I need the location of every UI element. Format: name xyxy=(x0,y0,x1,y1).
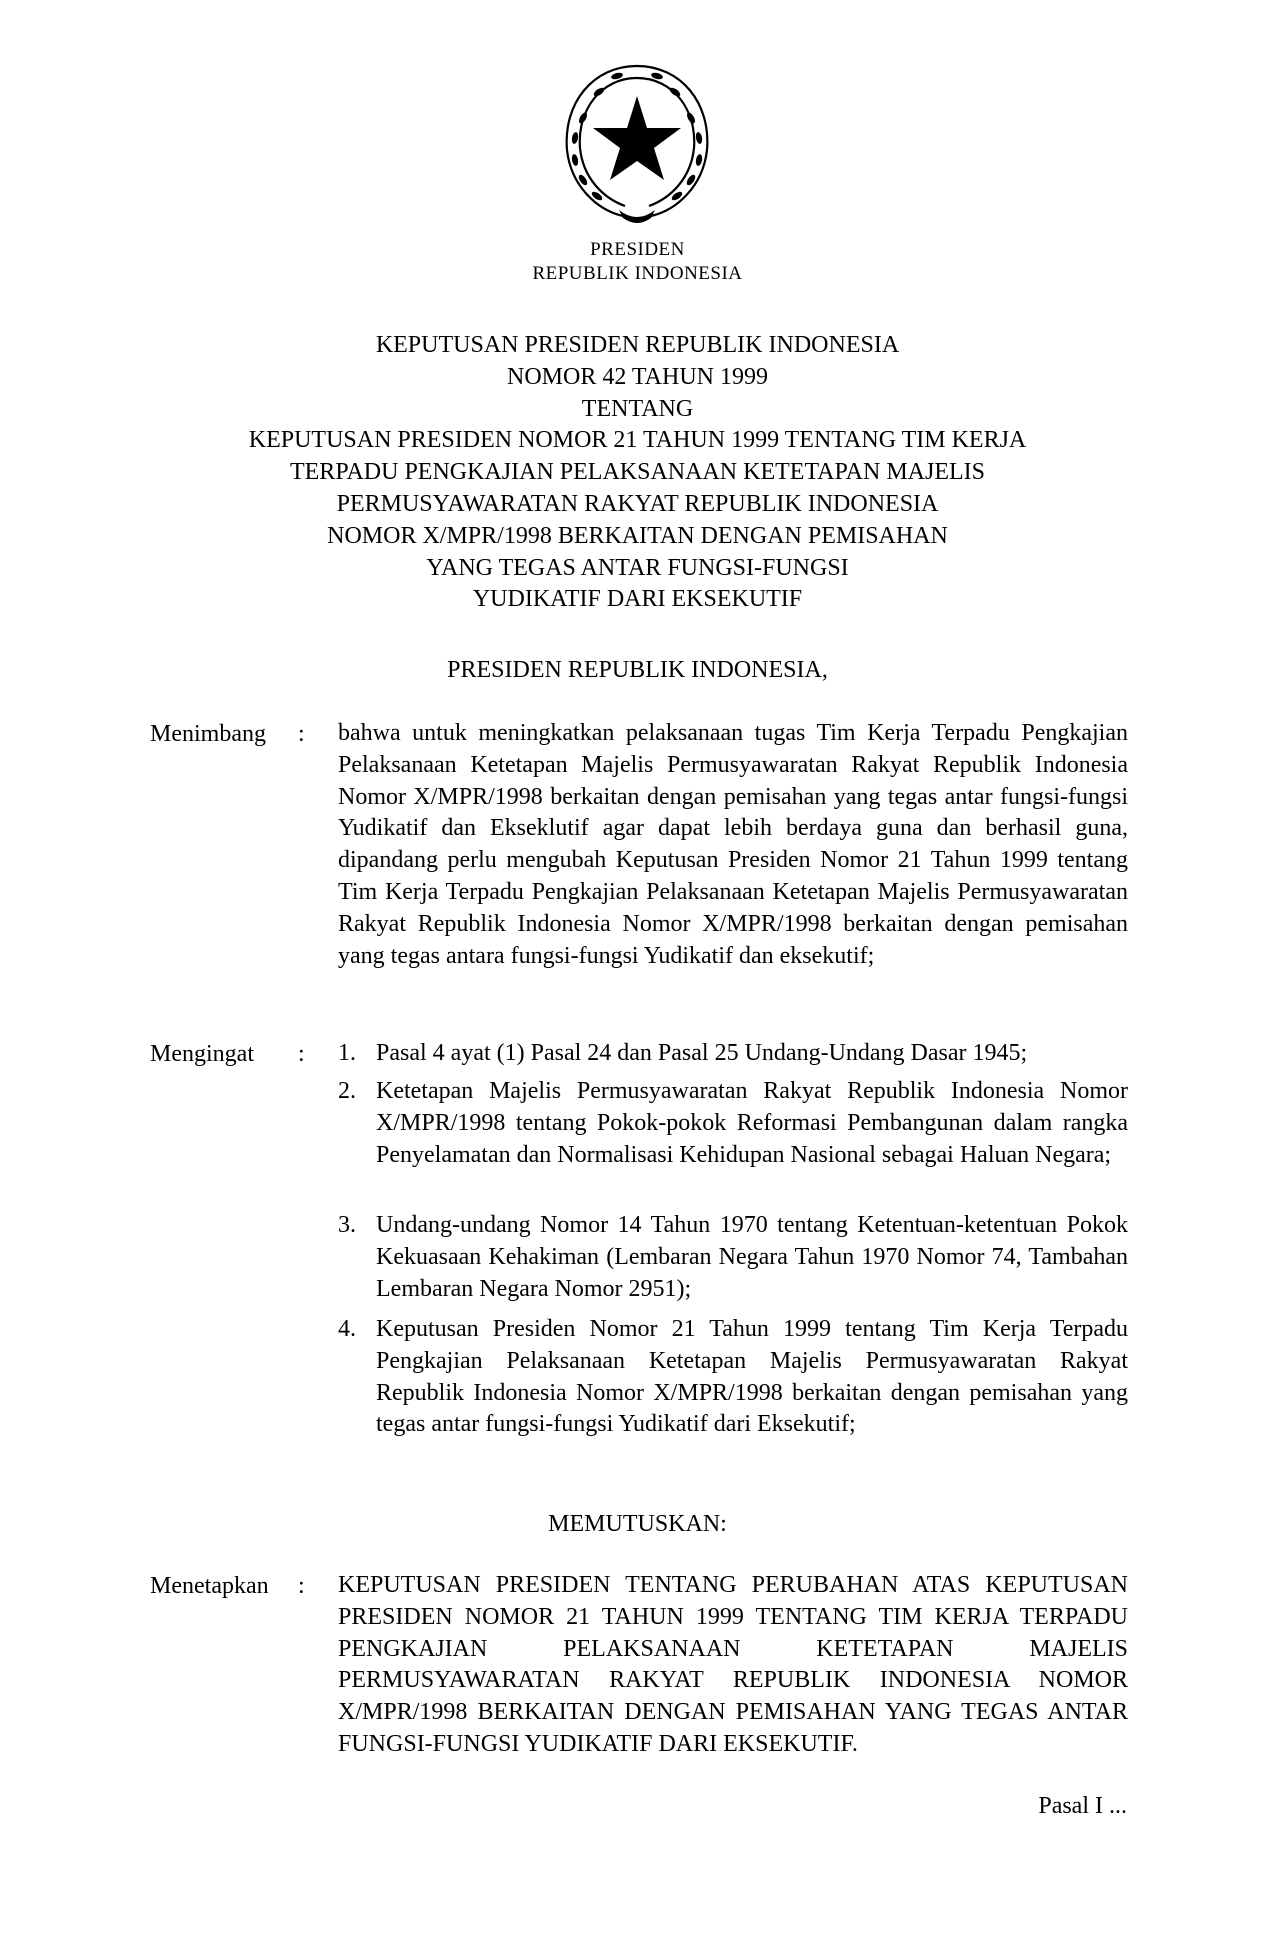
list-text: Ketetapan Majelis Permusyawaratan Rakyat Republik Indonesia Nomor X/MPR/1998 tentang Pokok-pokok Reformasi Pembangunan dalam rangka Penyelamatan dan Normalisasi Kehidupan Nasional sebagai Haluan Negara; xyxy=(376,1078,1128,1168)
menimbang-text: bahwa untuk meningkatkan pelaksanaan tugas Tim Kerja Terpadu Pengkajian Pelaksanaan Ketetapan Majelis Permusyawaratan Rakyat Republik Indonesia Nomor X/MPR/1998 berkaitan dengan pemisahan yang tegas antar fungsi-fungsi Yudikatif dan Ekseklutif agar dapat lebih berdaya guna dan berhasil guna, dipandang perlu mengubah Keputusan Presiden Nomor 21 Tahun 1999 tentang Tim Kerja Terpadu Pengkajian Pelaksanaan Ketetapan Majelis Permusyawaratan Rakyat Republik Indonesia Nomor X/MPR/1998 berkaitan dengan pemisahan yang tegas antara fungsi-fungsi Yudikatif dan eksekutif; xyxy=(338,720,1128,969)
menimbang-label: Menimbang xyxy=(150,721,266,747)
mengingat-item-2 xyxy=(338,1076,1128,1171)
title-line: NOMOR 42 TAHUN 1999 xyxy=(507,363,768,390)
list-text: Undang-undang Nomor 14 Tahun 1970 tentang Ketentuan-ketentuan Pokok Kekuasaan Kehakiman (Lembaran Negara Tahun 1970 Nomor 74, Tambahan Lembaran Negara Nomor 2951); xyxy=(376,1212,1128,1302)
next-page-marker: Pasal I ... xyxy=(1038,1793,1127,1819)
title-line: NOMOR X/MPR/1998 BERKAITAN DENGAN PEMISAHAN xyxy=(327,522,948,549)
list-number: 3. xyxy=(338,1212,356,1238)
list-number: 2. xyxy=(338,1078,356,1104)
title-line: TENTANG xyxy=(581,395,694,422)
menetapkan-text: KEPUTUSAN PRESIDEN TENTANG PERUBAHAN ATAS KEPUTUSAN PRESIDEN NOMOR 21 TAHUN 1999 TENTANG TIM KERJA TERPADU PENGKAJIAN PELAKSANAAN KETETAPAN MAJELIS PERMUSYAWARATAN RAKYAT REPUBLIK INDONESIA NOMOR X/MPR/1998 BERKAITAN DENGAN PEMISAHAN YANG TEGAS ANTAR FUNGSI-FUNGSI YUDIKATIF DARI EKSEKUTIF. xyxy=(338,1572,1128,1757)
list-number: 4. xyxy=(338,1316,356,1342)
menetapkan-label: Menetapkan xyxy=(150,1573,269,1599)
menimbang-colon: : xyxy=(298,721,305,747)
mengingat-item-3 xyxy=(338,1210,1128,1305)
list-text: Keputusan Presiden Nomor 21 Tahun 1999 tentang Tim Kerja Terpadu Pengkajian Pelaksanaan Ketetapan Majelis Permusyawaratan Rakyat Republik Indonesia Nomor X/MPR/1998 berkaitan dengan pemisahan yang tegas antar fungsi-fungsi Yudikatif dari Eksekutif; xyxy=(376,1316,1128,1438)
document-title xyxy=(0,330,1275,616)
menetapkan-colon: : xyxy=(298,1573,305,1599)
garuda-star-emblem xyxy=(553,58,721,228)
title-line: PERMUSYAWARATAN RAKYAT REPUBLIK INDONESIA xyxy=(336,490,939,517)
memutuskan-heading: MEMUTUSKAN: xyxy=(548,1511,727,1537)
mengingat-item-4 xyxy=(338,1314,1128,1441)
title-line: YUDIKATIF DARI EKSEKUTIF xyxy=(472,586,803,613)
mengingat-colon: : xyxy=(298,1041,305,1067)
header-republik-indonesia: REPUBLIK INDONESIA xyxy=(532,263,743,284)
issuer-line: PRESIDEN REPUBLIK INDONESIA, xyxy=(447,657,828,683)
header-presiden: PRESIDEN xyxy=(590,239,685,260)
title-line: KEPUTUSAN PRESIDEN NOMOR 21 TAHUN 1999 TENTANG TIM KERJA xyxy=(248,427,1027,454)
mengingat-label: Mengingat xyxy=(150,1041,254,1067)
title-line: KEPUTUSAN PRESIDEN REPUBLIK INDONESIA xyxy=(375,332,900,358)
title-line: YANG TEGAS ANTAR FUNGSI-FUNGSI xyxy=(426,554,849,581)
list-text: Pasal 4 ayat (1) Pasal 24 dan Pasal 25 Undang-Undang Dasar 1945; xyxy=(376,1040,1028,1066)
title-line: TERPADU PENGKAJIAN PELAKSANAAN KETETAPAN MAJELIS xyxy=(289,459,985,486)
list-number: 1. xyxy=(338,1040,356,1066)
mengingat-item-1 xyxy=(338,1038,1128,1070)
